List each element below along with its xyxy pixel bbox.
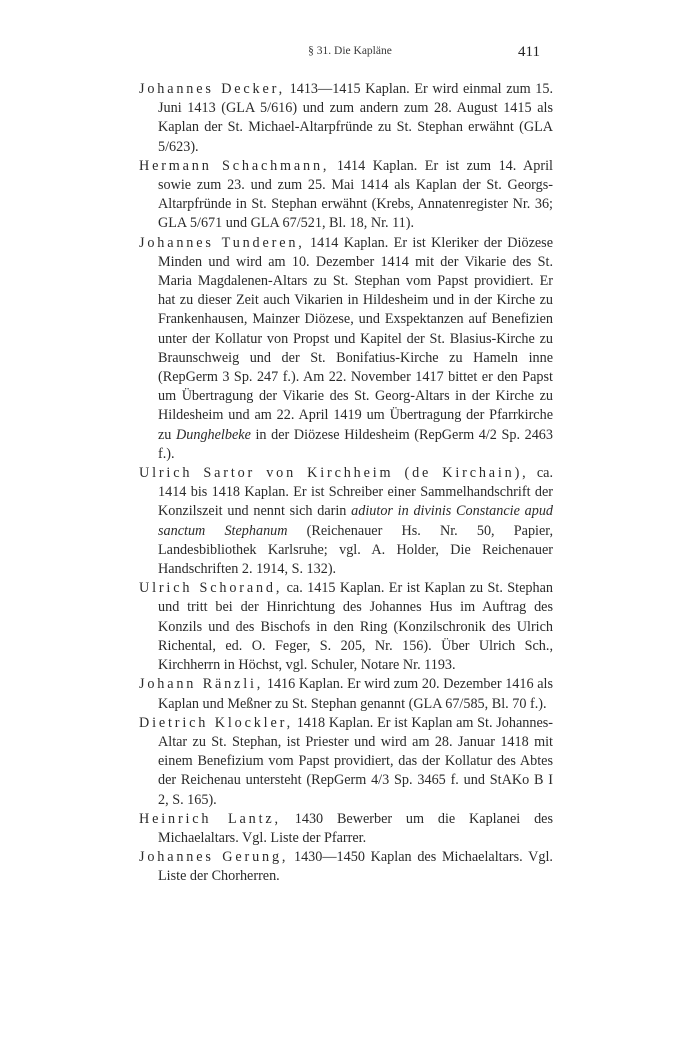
entry-text: (Reichenauer Hs. Nr. 50, Papier, Landesbibliothek Karlsruhe; vgl. A. Holder, Die Reichenauer Handschriften 2. 1914, S. 132). bbox=[158, 522, 553, 578]
entry-name: Johann Ränzli, bbox=[139, 676, 264, 693]
entry-johannes-tunderen bbox=[139, 234, 553, 464]
entry-text: 1418 Kaplan. Er ist Kaplan am St. Johannes-Altar zu St. Stephan, ist Priester und wird am 28. Januar 1418 mit einem Benefizium vom Papst providiert, das der Kollatur des Abtes der Reichenau untersteht (RepGerm 4/3 Sp. 3465 f. und StAKo B I 2, S. 165). bbox=[158, 714, 554, 808]
entry-text: 1414 Kaplan. Er ist zum 14. April sowie zum 23. und zum 25. Mai 1414 als Kaplan der St. Georgs-Altarpfründe in St. Stephan erwähnt (Krebs, Annatenregister Nr. 36; GLA 5/671 und GLA 67/521, Bl. 18, Nr. 11). bbox=[158, 157, 553, 232]
entry-text: ca. 1415 Kaplan. Er ist Kaplan zu St. Stephan und tritt bei der Hinrichtung des Johannes Hus im Auftrag des Konzils und des Bischofs in den Ring (Konzilschronik des Ulrich Richental, ed. O. Feger, S. 205, Nr. 156). Über Ulrich Sch., Kirchherrn in Höchst, vgl. Schuler, Notare Nr. 1193. bbox=[158, 580, 553, 674]
entry-text: 1413—1415 Kaplan. Er wird einmal zum 15. Juni 1413 (GLA 5/616) und zum andern zum 28. August 1415 als Kaplan der St. Michael-Altarpfründe zu St. Stephan erwähnt (GLA 5/623). bbox=[158, 81, 553, 155]
entry-name: Hermann Schachmann, bbox=[139, 157, 330, 174]
entry-text: 1416 Kaplan. Er wird zum 20. Dezember 1416 als Kaplan und Meßner zu St. Stephan genannt (GLA 67/585, Bl. 70 f.). bbox=[158, 676, 553, 712]
entry-ulrich-schorand bbox=[139, 579, 553, 675]
entry-text: ca. 1414 bis 1418 Kaplan. Er ist Schreiber einer Sammelhandschrift der Konzilszeit und nennt sich darin bbox=[158, 465, 553, 520]
entry-italic-text: Dunghelbeke bbox=[176, 426, 251, 443]
entry-name: Dietrich Klockler, bbox=[139, 714, 293, 731]
entry-johannes-gerung bbox=[139, 848, 553, 886]
running-title: § 31. Die Kapläne bbox=[308, 45, 392, 57]
entry-name: Ulrich Sartor von Kirchheim (de Kirchain), bbox=[139, 465, 529, 482]
entry-list bbox=[139, 80, 553, 887]
entry-name: Ulrich Schorand, bbox=[139, 580, 283, 597]
entry-text: 1430—1450 Kaplan des Michaelaltars. Vgl. Liste der Chorherren. bbox=[158, 849, 553, 885]
entry-text: 1430 Bewerber um die Kaplanei des Michaelaltars. Vgl. Liste der Pfarrer. bbox=[158, 810, 553, 846]
entry-italic-text: adiutor in divinis Constancie apud sanctum Stephanum bbox=[158, 503, 554, 539]
entry-heinrich-lantz bbox=[139, 810, 553, 848]
entry-name: Johannes Tunderen, bbox=[139, 234, 305, 251]
entry-ulrich-sartor bbox=[139, 464, 553, 579]
entry-dietrich-klockler bbox=[139, 714, 553, 810]
entry-name: Johannes Decker, bbox=[139, 81, 286, 97]
entry-name: Johannes Gerung, bbox=[139, 849, 289, 866]
entry-johann-raenzli bbox=[139, 675, 553, 713]
entry-name: Heinrich Lantz, bbox=[139, 810, 281, 827]
entry-johannes-decker bbox=[139, 80, 553, 157]
entry-text: in der Diözese Hildesheim (RepGerm 4/2 Sp. 2463 f.). bbox=[158, 426, 553, 462]
page-number: 411 bbox=[518, 44, 540, 60]
entry-text: 1414 Kaplan. Er ist Kleriker der Diözese Minden und wird am 10. Dezember 1414 mit der Vikarie des St. Maria Magdalenen-Altars zu St. Stephan vom Papst providiert. Er hat zu dieser Zeit auch Vikarien in Hildesheim und in der Kirche zu Frankenhausen, Mainzer Diözese, und Exspektanzen auf Benefizien unter der Kollatur von Propst und Kapitel der St. Blasius-Kirche zu Braunschweig und der St. Bonifatius-Kirche zu Hameln inne (RepGerm 3 Sp. 247 f.). Am 22. November 1417 bittet er den Papst um Übertragung der Vikarie des St. Georg-Altars in der Kirche zu Hildesheim und am 22. April 1419 um Übertragung der Pfarrkirche zu bbox=[158, 234, 553, 443]
running-head bbox=[0, 40, 700, 62]
entry-hermann-schachmann bbox=[139, 157, 553, 234]
